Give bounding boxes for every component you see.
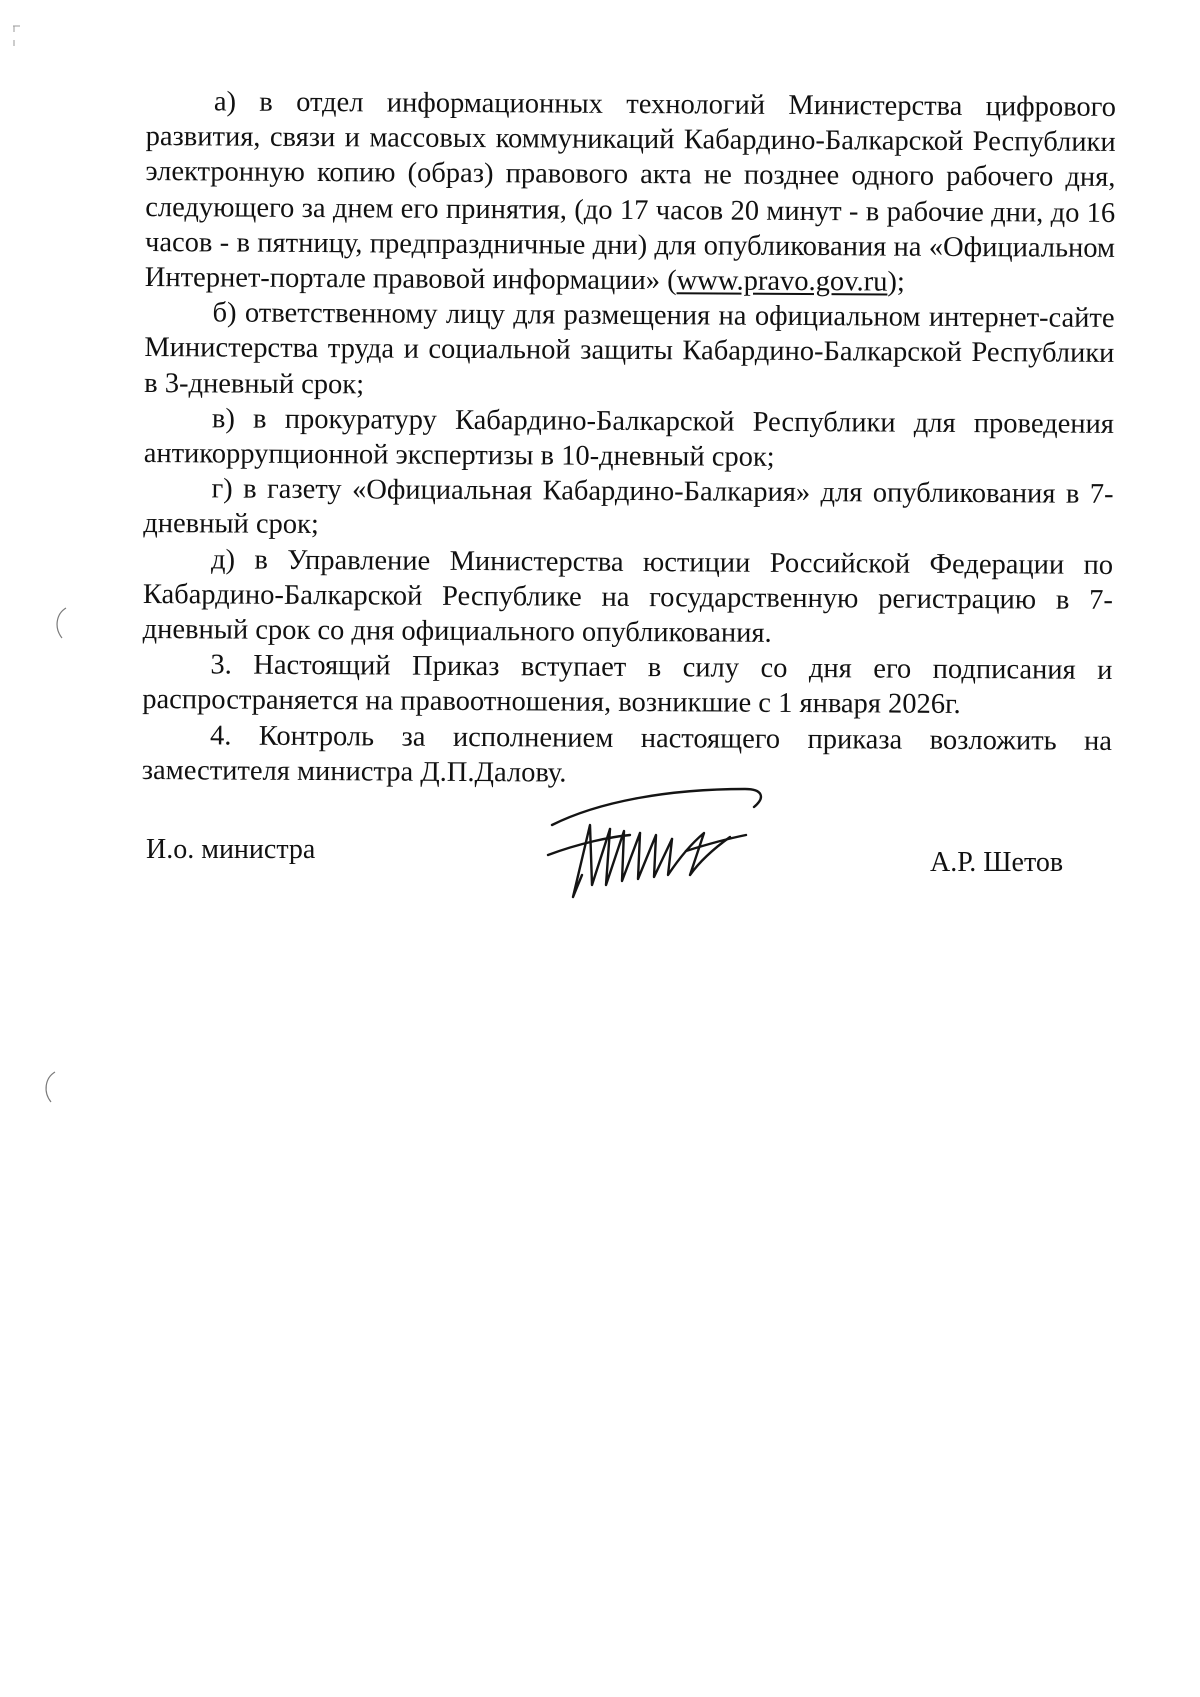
paragraph-item-v	[144, 401, 1114, 477]
scan-artifact-mark	[40, 1070, 60, 1104]
paragraph-text: );	[887, 266, 905, 298]
document-body	[142, 84, 1116, 794]
handwritten-signature	[540, 785, 780, 910]
scan-artifact-mark	[50, 606, 70, 640]
paragraph-item-g	[143, 471, 1113, 547]
paragraph-item-a	[145, 84, 1116, 301]
signer-position-title: И.о. министра	[146, 834, 316, 865]
paragraph-text: 4. Контроль за исполнением настоящего приказа возложить на заместителя министра Д.П.Далову.	[141, 720, 1113, 789]
paragraph-4	[142, 718, 1112, 794]
paragraph-text: г) в газету «Официальная Кабардино-Балкария» для опубликования в 7-дневный срок;	[143, 473, 1114, 541]
paragraph-text: а) в отдел информационных технологий Министерства цифрового развития, связи и массовых коммуникаций Кабардино-Балкарской Республики электронную копию (образ) правового акта не позднее одного рабочего дня, следующего за днем его принятия, (до 17 часов 20 минут - в рабочие дни, до 16 часов - в пятницу, предпраздничные дни) для опубликования на «Официальном Интернет-портале правовой информации» (	[144, 86, 1116, 297]
paragraph-text: б) ответственному лицу для размещения на официальном интернет-сайте Министерства труда и социальной защиты Кабардино-Балкарской Республики в 3-дневный срок;	[144, 297, 1115, 400]
pravo-portal-link[interactable]: www.pravo.gov.ru	[676, 265, 888, 298]
paragraph-3	[142, 647, 1112, 723]
signer-name: А.Р. Шетов	[930, 847, 1064, 878]
paragraph-item-b	[144, 295, 1115, 407]
paragraph-text: в) в прокуратуру Кабардино-Балкарской Республики для проведения антикоррупционной экспертизы в 10-дневный срок;	[143, 403, 1115, 473]
paragraph-text: д) в Управление Министерства юстиции Российской Федерации по Кабардино-Балкарской Республике на государственную регистрацию в 7-дневный срок со дня официального опубликования.	[142, 544, 1114, 649]
paragraph-text: 3. Настоящий Приказ вступает в силу со дня его подписания и распространяется на правоотношения, возникшие с 1 января 2026г.	[142, 649, 1113, 721]
scan-artifact-mark	[10, 20, 24, 50]
paragraph-item-d	[143, 542, 1114, 654]
